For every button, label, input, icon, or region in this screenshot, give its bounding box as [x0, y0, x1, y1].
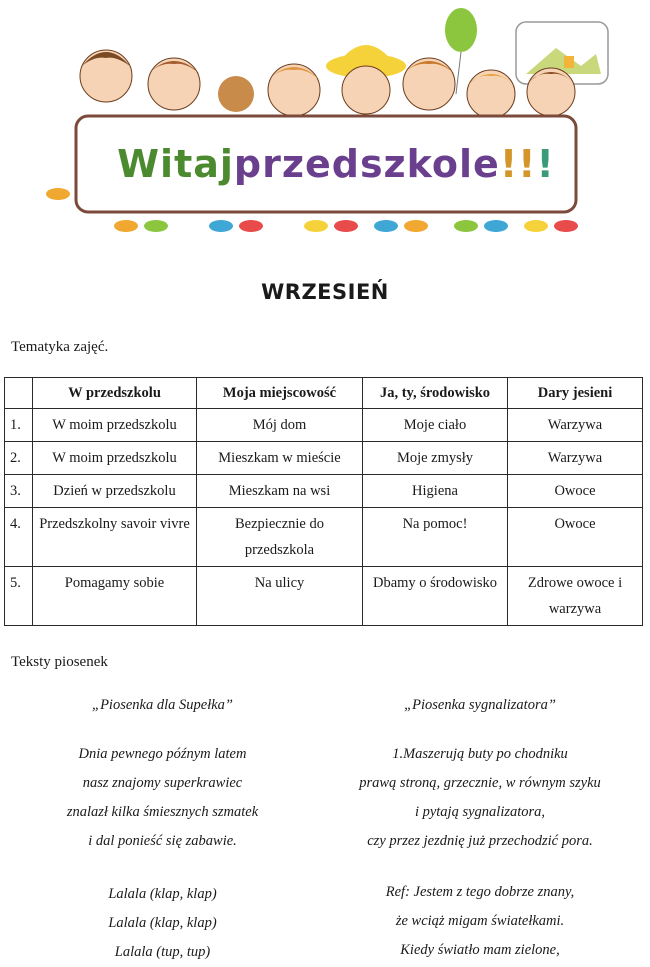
- banner-title-part: Witaj: [117, 142, 234, 186]
- table-cell: Pomagamy sobie: [33, 567, 197, 626]
- table-cell: Przedszkolny savoir vivre: [33, 508, 197, 567]
- table-cell: Higiena: [363, 475, 508, 508]
- month-heading: WRZESIEŃ: [261, 280, 389, 304]
- topics-label: Tematyka zajęć.: [11, 339, 109, 355]
- table-header-cell: [5, 378, 33, 409]
- table-header-cell: Ja, ty, środowisko: [363, 378, 508, 409]
- table-cell: Dbamy o środowisko: [363, 567, 508, 626]
- lyric-line: i dal ponieść się zabawie.: [88, 833, 237, 849]
- table-cell: Dzień w przedszkolu: [33, 475, 197, 508]
- song-verse: [325, 740, 635, 856]
- song-verse: [325, 878, 635, 965]
- table-cell: 3.: [5, 475, 33, 508]
- topics-table: [4, 377, 643, 626]
- banner-title-part: !: [536, 142, 555, 186]
- table-cell: 5.: [5, 567, 33, 626]
- table-cell: 1.: [5, 409, 33, 442]
- song-left: [30, 692, 295, 967]
- table-cell: Moje ciało: [363, 409, 508, 442]
- table-cell: Mieszkam na wsi: [197, 475, 363, 508]
- table-cell: 4.: [5, 508, 33, 567]
- lyric-line: nasz znajomy superkrawiec: [82, 775, 243, 791]
- lyric-line: Ref: Jestem z tego dobrze znany,: [385, 884, 575, 900]
- table-cell: W moim przedszkolu: [33, 409, 197, 442]
- lyric-line: Lalala (klap, klap): [108, 915, 217, 931]
- table-cell: Zdrowe owoce i warzywa: [508, 567, 643, 626]
- lyric-line: Kiedy światło mam zielone,: [400, 942, 560, 958]
- lyric-line: Lalala (klap, klap): [108, 886, 217, 902]
- table-header-row: [5, 378, 643, 409]
- table-cell: W moim przedszkolu: [33, 442, 197, 475]
- table-cell: Na pomoc!: [363, 508, 508, 567]
- song-right: [325, 692, 635, 965]
- table-row: [5, 442, 643, 475]
- table-cell: Mój dom: [197, 409, 363, 442]
- songs-label: Teksty piosenek: [11, 654, 108, 670]
- table-cell: 2.: [5, 442, 33, 475]
- lyric-line: znalazł kilka śmiesznych szmatek: [66, 804, 259, 820]
- table-cell: Owoce: [508, 508, 643, 567]
- table-cell: Moje zmysły: [363, 442, 508, 475]
- lyric-line: Lalala (tup, tup): [114, 944, 211, 960]
- song-lyrics: [0, 692, 650, 965]
- table-cell: Warzywa: [508, 442, 643, 475]
- table-cell: Na ulicy: [197, 567, 363, 626]
- banner-title-part: przedszkole: [233, 142, 500, 186]
- table-header-cell: W przedszkolu: [33, 378, 197, 409]
- song-title: „Piosenka sygnalizatora”: [404, 697, 556, 713]
- lyric-line: Dnia pewnego późnym latem: [78, 746, 247, 762]
- table-cell: Warzywa: [508, 409, 643, 442]
- table-cell: Bezpiecznie do przedszkola: [197, 508, 363, 567]
- table-row: [5, 567, 643, 626]
- song-verse: [30, 740, 295, 856]
- table-cell: Mieszkam w mieście: [197, 442, 363, 475]
- table-header-cell: Moja miejscowość: [197, 378, 363, 409]
- lyric-line: i pytają sygnalizatora,: [414, 804, 546, 820]
- song-verse: [30, 880, 295, 967]
- lyric-line: prawą stroną, grzecznie, w równym szyku: [359, 775, 601, 791]
- banner-title-part: !!: [499, 142, 537, 186]
- lyric-line: czy przez jezdnię już przechodzić pora.: [367, 833, 593, 849]
- table-row: [5, 508, 643, 567]
- table-header-cell: Dary jesieni: [508, 378, 643, 409]
- lyric-line: 1.Maszerują buty po chodniku: [392, 746, 568, 762]
- song-title: „Piosenka dla Supełka”: [92, 697, 233, 713]
- table-cell: Owoce: [508, 475, 643, 508]
- lyric-line: że wciąż migam światełkami.: [395, 913, 565, 929]
- table-row: [5, 409, 643, 442]
- welcome-banner: [36, 4, 616, 236]
- banner-title: [116, 124, 556, 204]
- table-row: [5, 475, 643, 508]
